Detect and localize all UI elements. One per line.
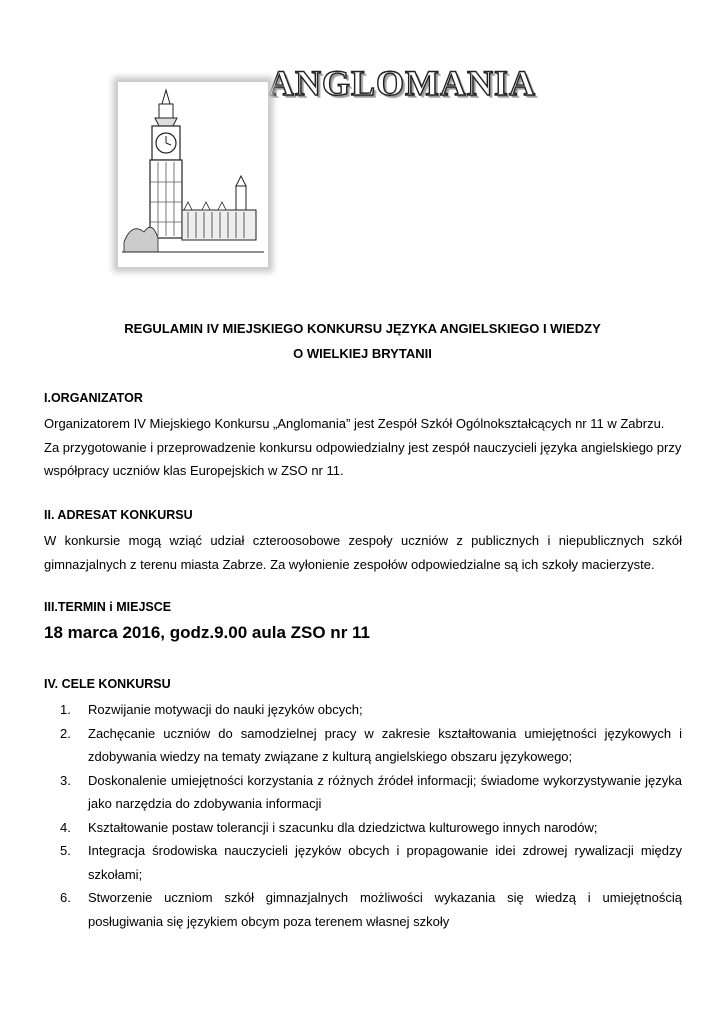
goal-number: 1. <box>60 702 71 717</box>
goal-item <box>60 769 682 816</box>
goal-number: 6. <box>60 890 71 905</box>
goal-text: Zachęcanie uczniów do samodzielnej pracy w zakresie kształtowania umiejętności językowych i zdobywania wiedzy na tematy związane z kulturą angielskiego obszaru językowego; <box>88 725 682 764</box>
goal-text: Kształtowanie postaw tolerancji i szacunku dla dziedzictwa kulturowego innych narodów; <box>88 819 598 835</box>
goal-item <box>60 698 682 722</box>
organizer-heading: I.ORGANIZATOR <box>44 391 143 405</box>
big-ben-sketch-icon <box>118 82 268 267</box>
goal-number: 5. <box>60 843 71 858</box>
regulation-title-line-1: REGULAMIN IV MIEJSKIEGO KONKURSU JĘZYKA ANGIELSKIEGO I WIEDZY <box>124 321 601 336</box>
addressee-heading: II. ADRESAT KONKURSU <box>44 508 193 522</box>
addressee-paragraph: W konkursie mogą wziąć udział czteroosobowe zespoły uczniów z publicznych i niepublicznych szkół gimnazjalnych z terenu miasta Zabrze. Za wyłonienie zespołów odpowiedzialne są ich szkoły macierzyste. <box>44 533 682 572</box>
goal-text: Stworzenie uczniom szkół gimnazjalnych możliwości wykazania się wiedzą i umiejętnością posługiwania się językiem obcym poza terenem własnej szkoły <box>88 890 682 929</box>
organizer-paragraph: Organizatorem IV Miejskiego Konkursu „Anglomania” jest Zespół Szkół Ogólnokształcących nr 11 w Zabrzu. Za przygotowanie i przeprowadzenie konkursu odpowiedzialny jest zespół nauczycieli języka angielskiego przy współpracy uczniów klas Europejskich w ZSO nr 11. <box>44 416 682 478</box>
goal-text: Rozwijanie motywacji do nauki języków obcych; <box>88 702 363 717</box>
regulation-title-line-2: O WIELKIEJ BRYTANII <box>293 346 432 361</box>
competition-date-place: 18 marca 2016, godz.9.00 aula ZSO nr 11 <box>44 623 371 642</box>
goal-text: Integracja środowiska nauczycieli języków obcych i propagowanie idei zdrowej rywalizacji między szkołami; <box>88 843 682 882</box>
goal-item <box>60 839 682 886</box>
goal-item <box>60 722 682 769</box>
goal-number: 4. <box>60 819 71 835</box>
anglomania-logo-text: ANGLOMANIA <box>268 63 536 103</box>
goals-heading: IV. CELE KONKURSU <box>44 677 171 691</box>
goal-number: 2. <box>60 725 71 741</box>
goal-text: Doskonalenie umiejętności korzystania z różnych źródeł informacji; świadome wykorzystywanie języka jako narzędzia do zdobywania informacji <box>88 772 682 811</box>
time-place-heading: III.TERMIN i MIEJSCE <box>44 600 172 614</box>
goals-list <box>60 698 682 933</box>
goal-number: 3. <box>60 772 71 788</box>
goal-item <box>60 816 682 840</box>
goal-item <box>60 886 682 933</box>
